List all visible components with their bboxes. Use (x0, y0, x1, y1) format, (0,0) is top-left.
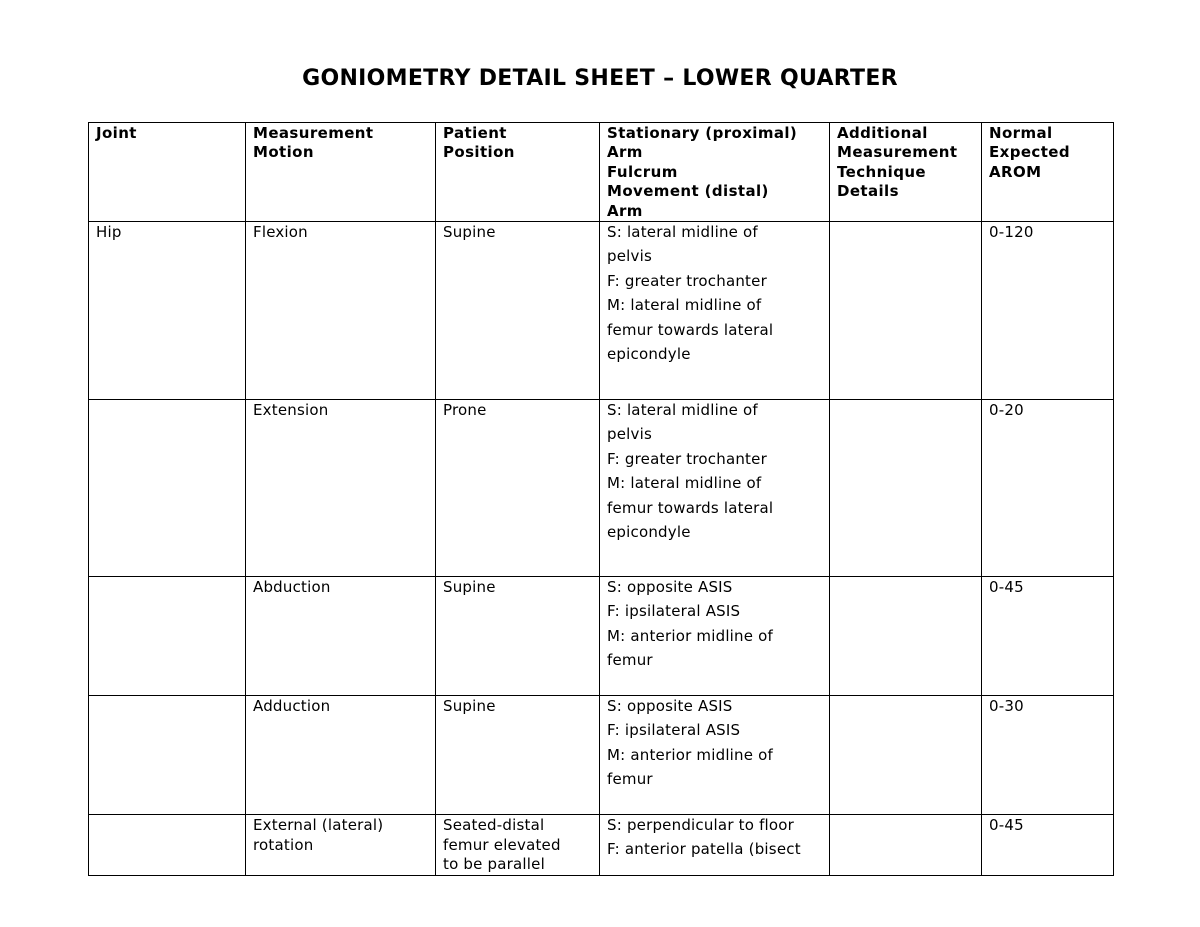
header-line: Fulcrum (607, 162, 678, 181)
header-line: Measurement (253, 124, 374, 142)
arm-line: M: anterior midline of (607, 745, 774, 764)
cell-additional (830, 577, 982, 696)
arm-line: pelvis (607, 425, 652, 444)
position-line: femur elevated (443, 835, 561, 854)
header-line: Patient (443, 124, 507, 142)
position-line: to be parallel (443, 855, 545, 874)
arm-line: pelvis (607, 247, 652, 266)
cell-additional (830, 400, 982, 577)
cell-arms (600, 696, 830, 815)
table-row (89, 577, 1114, 696)
motion-line: rotation (253, 835, 314, 854)
cell-arms (600, 577, 830, 696)
header-line: Measurement (837, 143, 958, 162)
cell-position: Supine (436, 696, 600, 815)
position-line: Seated-distal (443, 816, 545, 835)
cell-arom: 0-45 (982, 577, 1114, 696)
table-row (89, 222, 1114, 400)
table-row (89, 400, 1114, 577)
arm-line: F: ipsilateral ASIS (607, 721, 741, 740)
arm-line: femur (607, 770, 653, 789)
arm-line: epicondyle (607, 345, 691, 364)
header-joint (89, 123, 246, 222)
cell-motion: Adduction (246, 696, 436, 815)
header-patient-position (436, 123, 600, 222)
motion-line: External (lateral) (253, 816, 384, 835)
cell-arom: 0-30 (982, 696, 1114, 815)
cell-additional (830, 815, 982, 876)
page-title: GONIOMETRY DETAIL SHEET – LOWER QUARTER (302, 66, 898, 91)
cell-motion: Extension (246, 400, 436, 577)
arm-line: S: lateral midline of (607, 401, 758, 420)
cell-joint (89, 815, 246, 876)
header-arms (600, 123, 830, 222)
header-line: Motion (253, 143, 314, 162)
header-line: Technique (837, 162, 926, 181)
arm-line: S: opposite ASIS (607, 697, 733, 716)
cell-motion (246, 815, 436, 876)
table-row (89, 815, 1114, 876)
header-line: Movement (distal) (607, 182, 769, 201)
header-line: Details (837, 182, 899, 201)
cell-arms (600, 815, 830, 876)
cell-motion: Flexion (246, 222, 436, 400)
cell-arom: 0-45 (982, 815, 1114, 876)
header-line: Stationary (proximal) (607, 124, 798, 142)
cell-joint (89, 696, 246, 815)
arm-line: S: lateral midline of (607, 223, 758, 242)
cell-additional (830, 696, 982, 815)
cell-joint: Hip (89, 222, 246, 400)
table-row (89, 696, 1114, 815)
header-normal-arom (982, 123, 1114, 222)
arm-line: F: greater trochanter (607, 271, 767, 290)
header-line: Additional (837, 124, 928, 142)
header-line: Joint (96, 124, 137, 142)
arm-line: femur towards lateral (607, 498, 774, 517)
arm-line: F: greater trochanter (607, 449, 767, 468)
arm-line: S: perpendicular to floor (607, 816, 795, 835)
arm-line: femur towards lateral (607, 320, 774, 339)
goniometry-table (88, 122, 1114, 876)
arm-line: S: opposite ASIS (607, 578, 733, 597)
header-additional-details (830, 123, 982, 222)
cell-position: Supine (436, 222, 600, 400)
cell-arom: 0-20 (982, 400, 1114, 577)
cell-motion: Abduction (246, 577, 436, 696)
header-row (89, 123, 1114, 222)
arm-line: epicondyle (607, 523, 691, 542)
header-line: Normal (989, 124, 1053, 142)
arm-line: femur (607, 651, 653, 670)
header-measurement-motion (246, 123, 436, 222)
cell-arms (600, 400, 830, 577)
arm-line: M: lateral midline of (607, 474, 762, 493)
header-line: Expected (989, 143, 1071, 162)
cell-position: Prone (436, 400, 600, 577)
cell-additional (830, 222, 982, 400)
arm-line: M: lateral midline of (607, 296, 762, 315)
cell-joint (89, 400, 246, 577)
cell-position: Supine (436, 577, 600, 696)
header-line: Arm (607, 143, 643, 162)
cell-arom: 0-120 (982, 222, 1114, 400)
arm-line: F: anterior patella (bisect (607, 840, 801, 859)
cell-arms (600, 222, 830, 400)
header-line: AROM (989, 162, 1042, 181)
arm-line: F: ipsilateral ASIS (607, 602, 741, 621)
cell-position (436, 815, 600, 876)
arm-line: M: anterior midline of (607, 626, 774, 645)
cell-joint (89, 577, 246, 696)
header-line: Position (443, 143, 515, 162)
header-line: Arm (607, 201, 643, 220)
